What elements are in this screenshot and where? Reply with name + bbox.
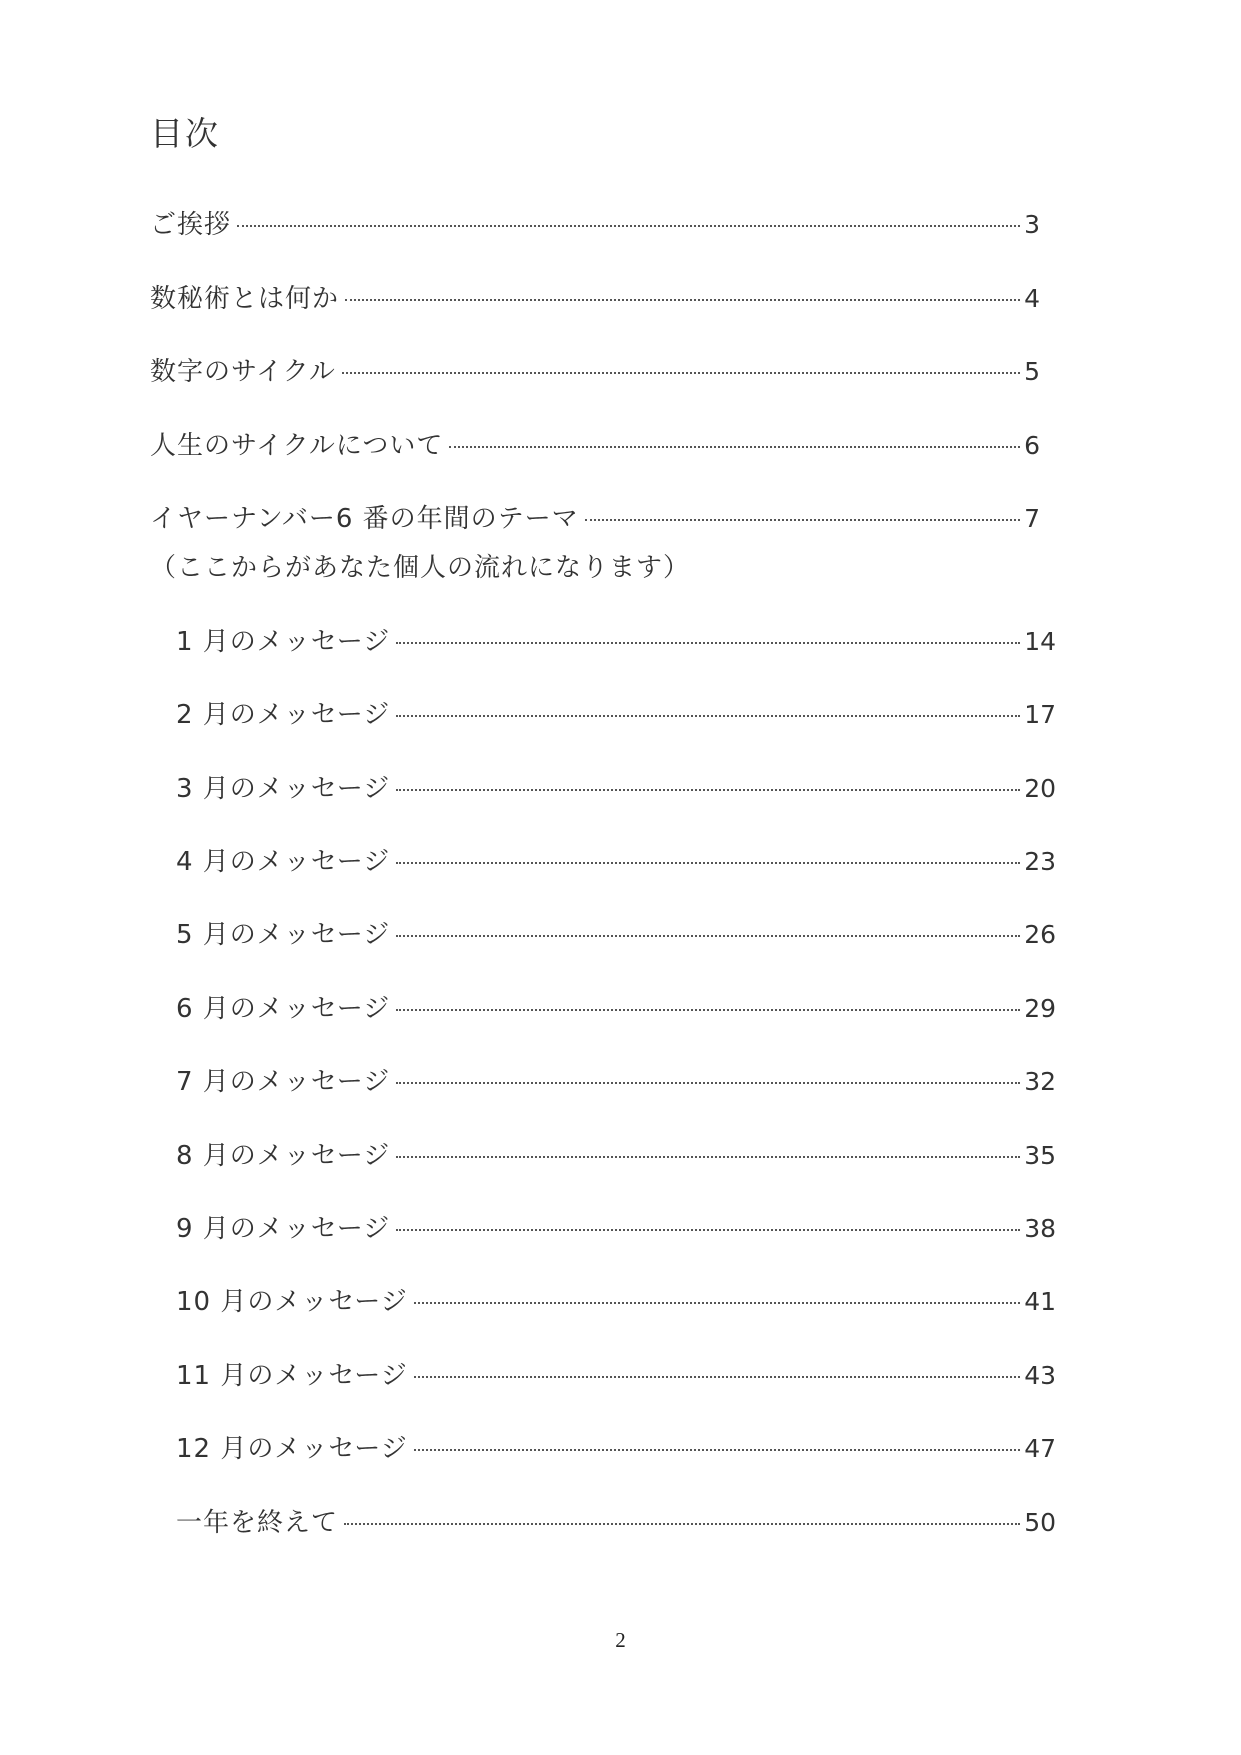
toc-entry-page: 41	[1024, 1287, 1056, 1316]
toc-entry-page: 14	[1024, 627, 1056, 656]
toc-entry-page: 50	[1024, 1508, 1056, 1537]
toc-entry-page: 32	[1024, 1067, 1056, 1096]
toc-entry-page: 6	[1024, 431, 1040, 460]
toc-entry-label: 一年を終えて	[176, 1508, 339, 1538]
toc-entry-month[interactable]	[176, 1432, 1056, 1466]
toc-entry-page: 4	[1024, 284, 1040, 313]
toc-entry-year-number-theme[interactable]	[150, 502, 1040, 536]
toc-dot-leader	[396, 1156, 1020, 1158]
page-number: 2	[615, 1628, 626, 1652]
toc-entry-month[interactable]	[176, 1212, 1056, 1246]
toc-entry-label: イヤーナンバー6 番の年間のテーマ	[150, 504, 579, 534]
toc-entry-page: 20	[1024, 774, 1056, 803]
toc-dot-leader	[344, 1523, 1020, 1525]
toc-entry-month[interactable]	[176, 1065, 1056, 1099]
toc-entry-numerology[interactable]	[150, 282, 1040, 316]
toc-dot-leader	[449, 446, 1020, 448]
toc-entry-page: 5	[1024, 357, 1040, 386]
toc-entry-month[interactable]	[176, 1285, 1056, 1319]
toc-entry-label: ご挨拶	[150, 210, 232, 240]
toc-entry-month[interactable]	[176, 918, 1056, 952]
toc-entry-month[interactable]	[176, 992, 1056, 1026]
toc-entry-month[interactable]	[176, 625, 1056, 659]
toc-dot-leader	[396, 935, 1020, 937]
toc-entry-page: 29	[1024, 994, 1056, 1023]
toc-entry-label: 10 月のメッセージ	[176, 1287, 408, 1317]
toc-entry-label: 数秘術とは何か	[150, 284, 340, 314]
toc-entry-month[interactable]	[176, 845, 1056, 879]
toc-dot-leader	[345, 299, 1020, 301]
toc-entry-life-cycle[interactable]	[150, 429, 1040, 463]
toc-entry-page: 17	[1024, 700, 1056, 729]
toc-entry-label: 9 月のメッセージ	[176, 1214, 391, 1244]
toc-entry-label: 6 月のメッセージ	[176, 994, 391, 1024]
toc-entry-page: 47	[1024, 1434, 1056, 1463]
toc-entry-label: 11 月のメッセージ	[176, 1361, 408, 1391]
toc-dot-leader	[585, 519, 1020, 521]
toc-dot-leader	[414, 1302, 1020, 1304]
toc-entry-month[interactable]	[176, 1359, 1056, 1393]
toc-entry-label: 人生のサイクルについて	[150, 431, 444, 461]
toc-dot-leader	[414, 1449, 1020, 1451]
toc-dot-leader	[396, 1082, 1020, 1084]
toc-dot-leader	[396, 715, 1020, 717]
toc-entry-label: 1 月のメッセージ	[176, 627, 391, 657]
toc-entry-page: 7	[1024, 504, 1040, 533]
toc-entry-page: 3	[1024, 210, 1040, 239]
toc-dot-leader	[396, 862, 1020, 864]
toc-entry-greeting[interactable]	[150, 208, 1040, 242]
toc-dot-leader	[396, 789, 1020, 791]
toc-entry-year-end[interactable]	[176, 1506, 1056, 1540]
toc-entry-note: （ここからがあなた個人の流れになります）	[150, 553, 691, 583]
toc-entry-label: 7 月のメッセージ	[176, 1067, 391, 1097]
toc-entry-number-cycle[interactable]	[150, 355, 1040, 389]
toc-entry-page: 23	[1024, 847, 1056, 876]
toc-entry-label: 数字のサイクル	[150, 357, 336, 387]
toc-dot-leader	[396, 1009, 1020, 1011]
toc-entry-label: 5 月のメッセージ	[176, 920, 391, 950]
toc-entry-page: 35	[1024, 1141, 1056, 1170]
toc-entry-month[interactable]	[176, 772, 1056, 806]
toc-dot-leader	[237, 225, 1020, 227]
toc-entry-page: 38	[1024, 1214, 1056, 1243]
toc-entry-label: 4 月のメッセージ	[176, 847, 391, 877]
toc-dot-leader	[342, 372, 1020, 374]
toc-dot-leader	[414, 1376, 1020, 1378]
page-title: 目次	[150, 114, 220, 153]
toc-entry-page: 43	[1024, 1361, 1056, 1390]
toc-entry-month[interactable]	[176, 698, 1056, 732]
toc-dot-leader	[396, 1229, 1020, 1231]
toc-entry-label: 8 月のメッセージ	[176, 1141, 391, 1171]
toc-entry-page: 26	[1024, 920, 1056, 949]
toc-dot-leader	[396, 642, 1020, 644]
toc-entry-label: 3 月のメッセージ	[176, 774, 391, 804]
toc-entry-label: 2 月のメッセージ	[176, 700, 391, 730]
toc-entry-month[interactable]	[176, 1139, 1056, 1173]
toc-entry-label: 12 月のメッセージ	[176, 1434, 408, 1464]
